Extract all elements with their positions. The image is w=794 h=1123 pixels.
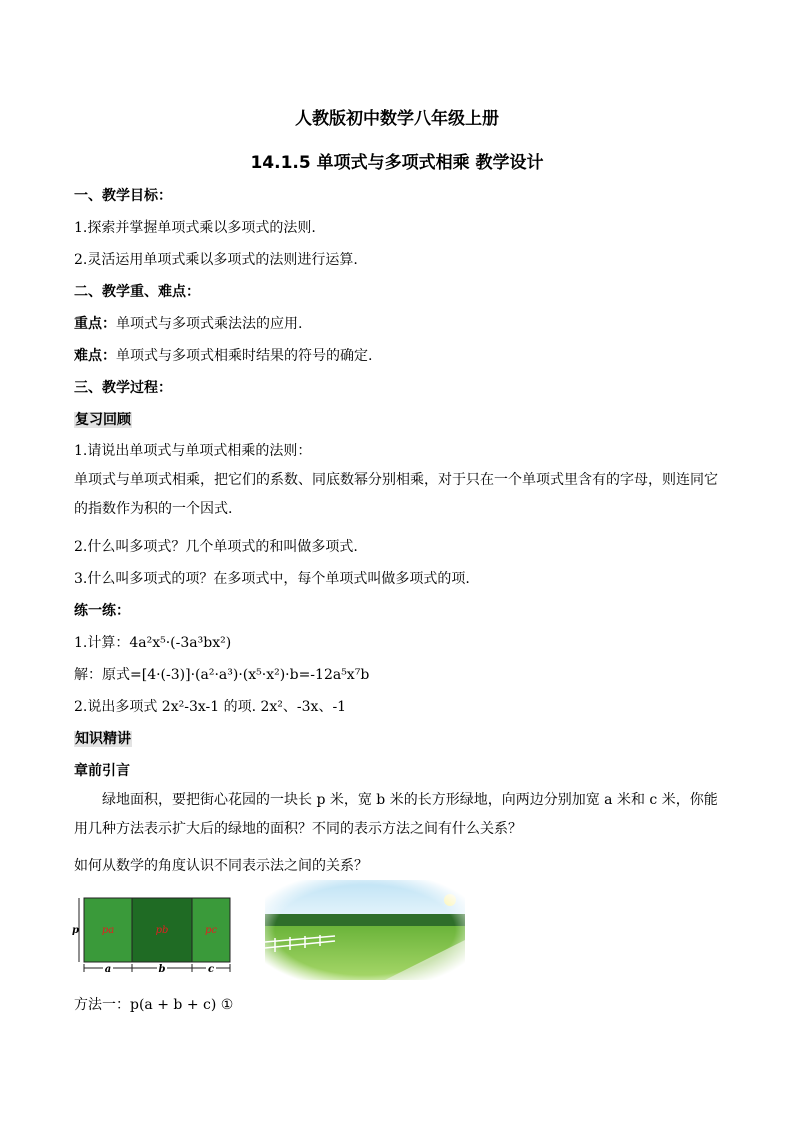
review-answer-1: 单项式与单项式相乘，把它们的系数、同底数幂分别相乘，对于只在一个单项式里含有的字母，则连同它的指数作为积的一个因式. (74, 472, 718, 517)
solution-1-expression: [4·(-3)]·(a²·a³)·(x⁵·x²)·b=-12a⁵x⁷b (141, 667, 370, 683)
solution-1 (74, 665, 369, 685)
solution-1-prefix: 解：原式= (74, 667, 142, 683)
process-heading: 三、教学过程： (74, 380, 172, 396)
exercise-1-expression: 4a²x⁵·(-3a³bx²) (129, 635, 232, 651)
lesson-title: 14.1.5 单项式与多项式相乘 教学设计 (250, 153, 544, 173)
objective-item-1: 1.探索并掌握单项式乘以多项式的法则. (74, 220, 316, 236)
dim-label-p: p (72, 925, 79, 936)
keypoints-heading: 二、教学重、难点： (74, 284, 200, 300)
knowledge-label: 知识精讲 (75, 731, 131, 747)
dim-label-c: c (207, 964, 215, 975)
difficulty-line (74, 346, 372, 366)
focus-text: 单项式与多项式乘法法的应用. (116, 316, 303, 332)
exercise-1-prefix: 1.计算： (74, 635, 130, 651)
method-1: 方法一：p(a + b + c) ① (74, 997, 234, 1013)
label-pa: pa (101, 925, 115, 936)
intro-question: 如何从数学的角度认识不同表示法之间的关系？ (74, 858, 368, 874)
intro-paragraph: 绿地面积，要把街心花园的一块长 p 米，宽 b 米的长方形绿地，向两边分别加宽 a 米和 c 米，你能用几种方法表示扩大后的绿地的面积？不同的表示方法之间有什么关系？ (74, 792, 718, 837)
objective-item-2: 2.灵活运用单项式乘以多项式的法则进行运算. (74, 252, 358, 268)
area-diagram (70, 888, 240, 976)
focus-line (74, 314, 302, 334)
document-title: 人教版初中数学八年级上册 (295, 109, 499, 129)
park-photo (265, 880, 465, 980)
practice-heading: 练一练： (74, 603, 130, 619)
review-question-1: 1.请说出单项式与单项式相乘的法则： (74, 443, 312, 459)
focus-label: 重点： (74, 316, 116, 332)
dim-label-a: a (104, 964, 112, 975)
objectives-heading: 一、教学目标： (74, 188, 172, 204)
intro-heading: 章前引言 (74, 763, 130, 779)
knowledge-label-line (74, 729, 132, 749)
review-question-2: 2.什么叫多项式？几个单项式的和叫做多项式. (74, 539, 358, 555)
review-question-3: 3.什么叫多项式的项？在多项式中，每个单项式叫做多项式的项. (74, 571, 470, 587)
difficulty-text: 单项式与多项式相乘时结果的符号的确定. (116, 348, 373, 364)
review-label: 复习回顾 (75, 412, 131, 428)
label-pc: pc (204, 925, 218, 936)
exercise-2: 2.说出多项式 2x²-3x-1 的项. 2x²、-3x、-1 (74, 699, 347, 715)
label-pb: pb (155, 925, 169, 936)
dim-label-b: b (158, 964, 166, 975)
difficulty-label: 难点： (74, 348, 116, 364)
exercise-1 (74, 633, 231, 653)
review-label-line (74, 410, 132, 430)
